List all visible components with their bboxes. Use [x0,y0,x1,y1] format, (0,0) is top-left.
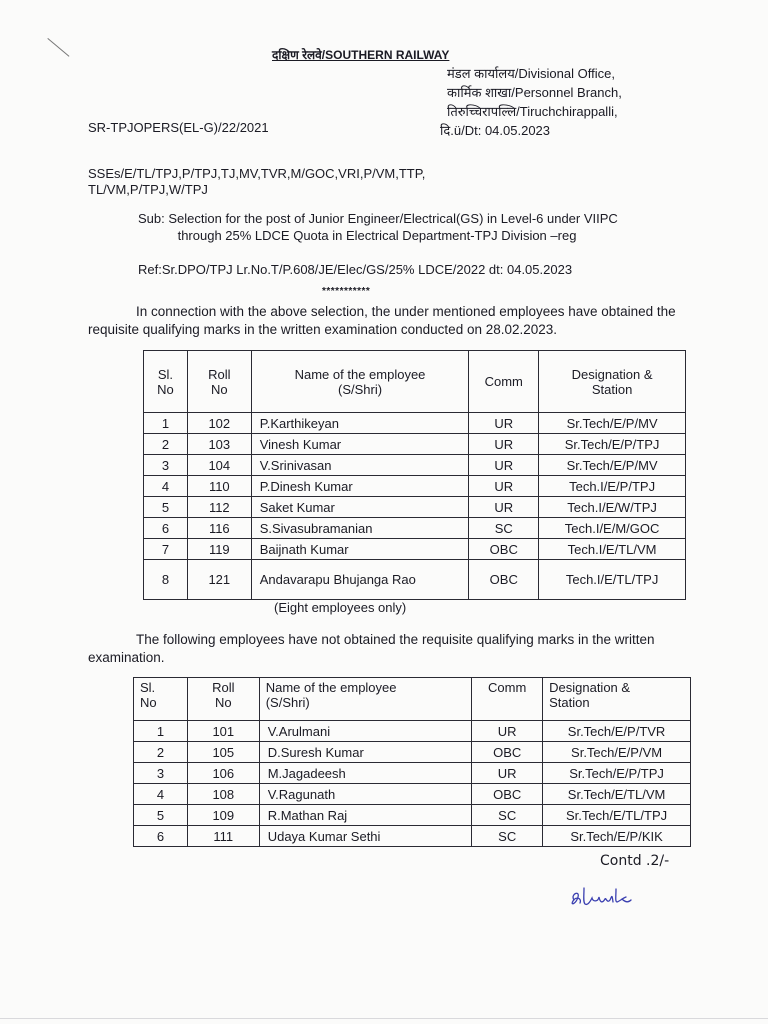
cell-comm: UR [469,413,539,434]
cell-sl-no: 3 [144,455,188,476]
cell-comm: UR [469,476,539,497]
continued-marker: Contd .2/- [600,853,670,869]
cell-comm: UR [469,455,539,476]
header-comm: Comm [469,351,539,413]
table-row [134,763,691,784]
reference-number: SR-TPJOPERS(EL-G)/22/2021 [88,120,269,135]
cell-comm: OBC [472,742,543,763]
cell-roll-no: 102 [187,413,251,434]
office-line: कार्मिक शाखा/Personnel Branch, [447,85,622,100]
header-designation: Designation & Station [543,678,691,721]
cell-designation: Sr.Tech/E/P/VM [543,742,691,763]
cell-comm: UR [472,763,543,784]
cell-comm: SC [472,805,543,826]
table-row [144,476,686,497]
table-row [144,413,686,434]
letterhead-title: दक्षिण रेलवे/SOUTHERN RAILWAY [272,48,450,62]
cell-designation: Sr.Tech/E/TL/TPJ [543,805,691,826]
header-comm: Comm [472,678,543,721]
subject [138,210,616,244]
office-line: तिरुच्चिरापल्लि/Tiruchchirappalli, [447,104,618,119]
addressees: SSEs/E/TL/TPJ,P/TPJ,TJ,MV,TVR,M/GOC,VRI,P/VM,TTP, TL/VM,P/TPJ,W/TPJ [88,166,426,197]
cell-comm: SC [472,826,543,847]
cell-employee-name: M.Jagadeesh [259,763,472,784]
cell-designation: Tech.I/E/M/GOC [539,518,686,539]
cell-roll-no: 101 [187,721,259,742]
header-designation: Designation & Station [539,351,686,413]
cell-sl-no: 5 [144,497,188,518]
letter-date: दि.ü/Dt: 04.05.2023 [440,123,551,138]
cell-roll-no: 103 [187,434,251,455]
paragraph-text: The following employees have not obtained the requisite qualifying marks in the written examination. [88,632,655,665]
cell-employee-name: Udaya Kumar Sethi [259,826,472,847]
header-roll-no: Roll No [187,351,251,413]
cell-employee-name: D.Suresh Kumar [259,742,472,763]
cell-sl-no: 1 [144,413,188,434]
cell-comm: OBC [469,539,539,560]
cell-employee-name: Andavarapu Bhujanga Rao [251,560,469,600]
cell-comm: OBC [472,784,543,805]
subject-line-1: Sub: Selection for the post of Junior Engineer/Electrical(GS) in Level-6 under VIIPC [138,211,618,226]
office-line: मंडल कार्यालय/Divisional Office, [447,66,615,81]
cell-comm: SC [469,518,539,539]
cell-roll-no: 110 [187,476,251,497]
cell-sl-no: 3 [134,763,188,784]
not-qualified-table [133,677,691,847]
cell-roll-no: 105 [187,742,259,763]
cell-comm: UR [472,721,543,742]
table-row [134,742,691,763]
cell-employee-name: S.Sivasubramanian [251,518,469,539]
cell-designation: Sr.Tech/E/P/MV [539,455,686,476]
cell-employee-name: V.Srinivasan [251,455,469,476]
cell-sl-no: 6 [144,518,188,539]
cell-comm: OBC [469,560,539,600]
handwritten-initials-signature [568,880,640,914]
cell-employee-name: P.Dinesh Kumar [251,476,469,497]
header-roll-no: Roll No [187,678,259,721]
page-edge [0,1018,768,1019]
stray-pen-mark [47,38,69,57]
cell-sl-no: 4 [144,476,188,497]
table-row [144,560,686,600]
cell-roll-no: 109 [187,805,259,826]
cell-designation: Tech.I/E/TL/VM [539,539,686,560]
paragraph-not-qualified [88,631,696,667]
table-header-row [144,351,686,413]
paragraph-qualified [88,303,696,339]
header-name: Name of the employee (S/Shri) [259,678,472,721]
table-row [144,518,686,539]
subject-line-2: through 25% LDCE Quota in Electrical Department-TPJ Division –reg [177,228,577,243]
cell-roll-no: 119 [187,539,251,560]
table-row [134,784,691,805]
table-row [144,539,686,560]
cell-sl-no: 2 [134,742,188,763]
paragraph-text: In connection with the above selection, the under mentioned employees have obtained the requisite qualifying marks in the written examination conducted on 28.02.2023. [88,304,676,337]
cell-designation: Sr.Tech/E/P/TPJ [539,434,686,455]
cell-sl-no: 6 [134,826,188,847]
cell-employee-name: Saket Kumar [251,497,469,518]
cell-roll-no: 106 [187,763,259,784]
table-row [134,826,691,847]
header-sl-no: Sl. No [144,351,188,413]
cell-designation: Sr.Tech/E/P/TPJ [543,763,691,784]
cell-comm: UR [469,434,539,455]
table-row [144,455,686,476]
cell-employee-name: P.Karthikeyan [251,413,469,434]
table-row [144,497,686,518]
qualified-table [143,350,686,600]
separator-stars: *********** [322,286,371,297]
cell-sl-no: 8 [144,560,188,600]
cell-employee-name: V.Arulmani [259,721,472,742]
table-row [134,805,691,826]
qualified-count-note: (Eight employees only) [274,600,407,615]
cell-employee-name: Vinesh Kumar [251,434,469,455]
table-row [134,721,691,742]
cell-roll-no: 121 [187,560,251,600]
cell-sl-no: 7 [144,539,188,560]
cell-designation: Tech.I/E/P/TPJ [539,476,686,497]
cell-roll-no: 111 [187,826,259,847]
cell-designation: Sr.Tech/E/P/TVR [543,721,691,742]
cell-sl-no: 1 [134,721,188,742]
table-header-row [134,678,691,721]
header-name: Name of the employee (S/Shri) [251,351,469,413]
cell-comm: UR [469,497,539,518]
cell-sl-no: 5 [134,805,188,826]
cell-designation: Tech.I/E/W/TPJ [539,497,686,518]
cell-employee-name: R.Mathan Raj [259,805,472,826]
cell-designation: Sr.Tech/E/P/MV [539,413,686,434]
cell-designation: Sr.Tech/E/P/KIK [543,826,691,847]
cell-sl-no: 4 [134,784,188,805]
reference-line: Ref:Sr.DPO/TPJ Lr.No.T/P.608/JE/Elec/GS/25% LDCE/2022 dt: 04.05.2023 [138,262,573,277]
office-address [440,64,622,140]
cell-sl-no: 2 [144,434,188,455]
cell-employee-name: Baijnath Kumar [251,539,469,560]
cell-roll-no: 104 [187,455,251,476]
cell-designation: Tech.I/E/TL/TPJ [539,560,686,600]
cell-roll-no: 108 [187,784,259,805]
cell-designation: Sr.Tech/E/TL/VM [543,784,691,805]
header-sl-no: Sl. No [134,678,188,721]
cell-employee-name: V.Ragunath [259,784,472,805]
cell-roll-no: 116 [187,518,251,539]
table-row [144,434,686,455]
cell-roll-no: 112 [187,497,251,518]
